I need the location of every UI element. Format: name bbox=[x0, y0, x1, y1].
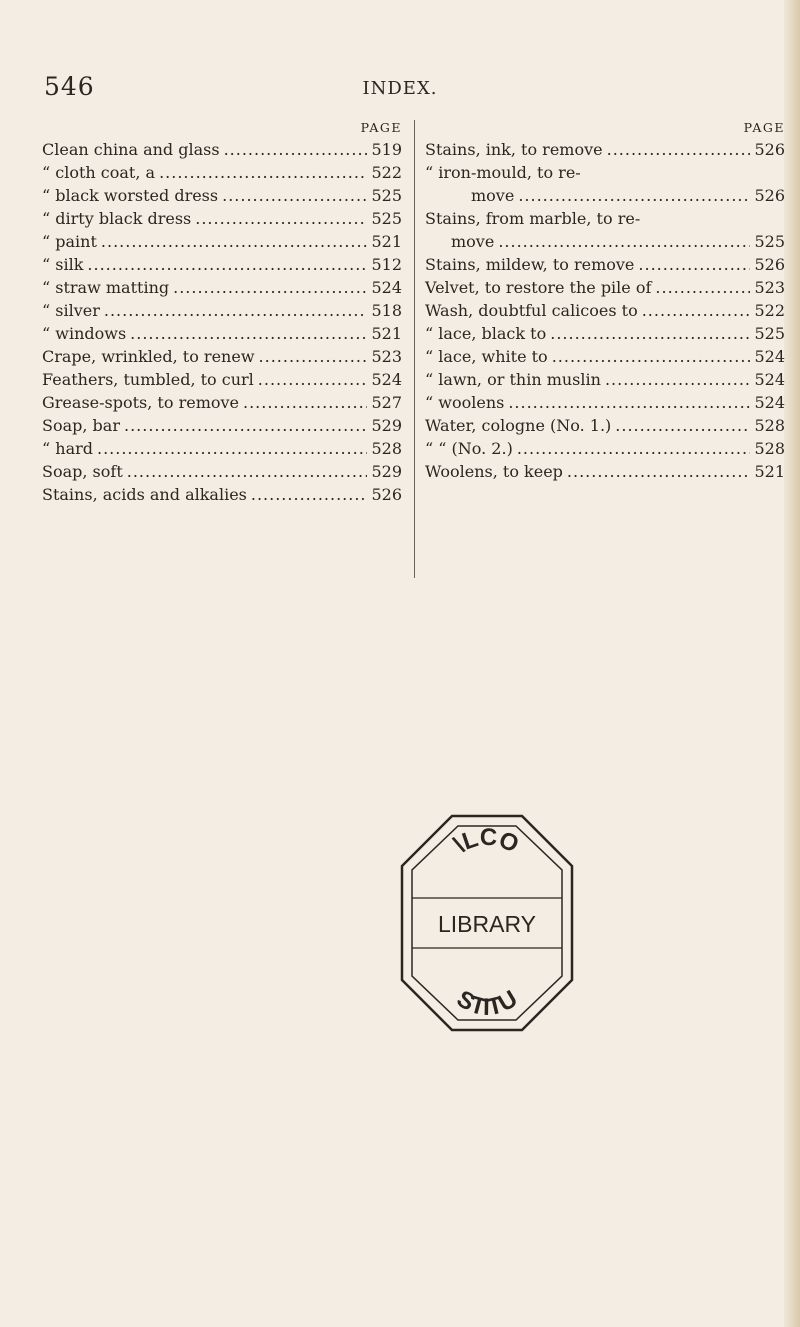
dot-leader bbox=[498, 230, 750, 253]
entry-page-number: 524 bbox=[371, 370, 402, 389]
dot-leader bbox=[638, 253, 750, 276]
entry-page-number: 519 bbox=[371, 140, 402, 159]
dot-leader bbox=[259, 345, 368, 368]
dot-leader bbox=[605, 368, 751, 391]
index-entry bbox=[425, 253, 787, 276]
column-header-page: PAGE bbox=[743, 120, 785, 135]
entry-page-number: 522 bbox=[754, 301, 785, 320]
entry-page-number: 526 bbox=[754, 140, 785, 159]
dot-leader bbox=[222, 184, 367, 207]
dot-leader bbox=[567, 460, 751, 483]
index-entry bbox=[42, 460, 404, 483]
entry-text: “ straw matting bbox=[42, 278, 170, 297]
index-entry bbox=[42, 437, 404, 460]
entry-text: “ windows bbox=[42, 324, 127, 343]
entry-text: Stains, ink, to remove bbox=[425, 140, 603, 159]
dot-leader bbox=[258, 368, 368, 391]
dot-leader bbox=[607, 138, 751, 161]
entry-page-number: 521 bbox=[754, 462, 785, 481]
dot-leader bbox=[615, 414, 750, 437]
dot-leader bbox=[159, 161, 367, 184]
entry-page-number: 528 bbox=[371, 439, 402, 458]
entry-text: “ dirty black dress bbox=[42, 209, 192, 228]
dot-leader bbox=[552, 345, 751, 368]
index-column-left bbox=[42, 118, 404, 506]
dot-leader bbox=[97, 437, 367, 460]
index-entry bbox=[425, 299, 787, 322]
index-entry bbox=[42, 207, 404, 230]
entry-text: Stains, acids and alkalies bbox=[42, 485, 247, 504]
index-entry bbox=[42, 230, 404, 253]
entry-page-number: 525 bbox=[371, 186, 402, 205]
dot-leader bbox=[642, 299, 751, 322]
entry-page-number: 525 bbox=[371, 209, 402, 228]
entry-text: “ lace, white to bbox=[425, 347, 548, 366]
index-entry bbox=[425, 414, 787, 437]
entry-page-number: 524 bbox=[371, 278, 402, 297]
entry-page-number: 525 bbox=[754, 232, 785, 251]
index-entry bbox=[42, 138, 404, 161]
entry-text: “ “ (No. 2.) bbox=[425, 439, 513, 458]
index-entry bbox=[42, 414, 404, 437]
entry-page-number: 525 bbox=[754, 324, 785, 343]
entry-page-number: 527 bbox=[371, 393, 402, 412]
dot-leader bbox=[224, 138, 368, 161]
column-header-page: PAGE bbox=[360, 120, 402, 135]
index-entry bbox=[425, 460, 787, 483]
entry-page-number: 526 bbox=[754, 255, 785, 274]
entry-text: Stains, from marble, to re- bbox=[425, 209, 641, 228]
running-head: INDEX. bbox=[362, 78, 438, 99]
entry-text: Stains, mildew, to remove bbox=[425, 255, 635, 274]
stamp-top-text: \LCO bbox=[449, 823, 523, 859]
entry-page-number: 528 bbox=[754, 416, 785, 435]
entry-page-number: 518 bbox=[371, 301, 402, 320]
index-entry bbox=[42, 483, 404, 506]
entry-text: “ lace, black to bbox=[425, 324, 547, 343]
dot-leader bbox=[243, 391, 367, 414]
entry-page-number: 524 bbox=[754, 370, 785, 389]
index-entry bbox=[425, 276, 787, 299]
index-entry bbox=[42, 161, 404, 184]
entry-text: Wash, doubtful calicoes to bbox=[425, 301, 638, 320]
entry-text: Crape, wrinkled, to renew bbox=[42, 347, 255, 366]
entry-text: “ iron-mould, to re- bbox=[425, 163, 581, 182]
index-entry bbox=[425, 230, 787, 253]
entry-text: “ cloth coat, a bbox=[42, 163, 156, 182]
entry-text: Grease-spots, to remove bbox=[42, 393, 239, 412]
index-entry bbox=[42, 253, 404, 276]
index-entry bbox=[425, 391, 787, 414]
index-entry bbox=[42, 299, 404, 322]
library-stamp bbox=[398, 808, 576, 1038]
entry-text: “ silver bbox=[42, 301, 100, 320]
entry-page-number: 522 bbox=[371, 163, 402, 182]
entry-text: Woolens, to keep bbox=[425, 462, 563, 481]
stamp-bottom-text: STITU bbox=[451, 985, 523, 1022]
dot-leader bbox=[517, 437, 751, 460]
entry-text: “ silk bbox=[42, 255, 84, 274]
entry-page-number: 523 bbox=[371, 347, 402, 366]
index-entry bbox=[425, 437, 787, 460]
entry-text: “ black worsted dress bbox=[42, 186, 219, 205]
dot-leader bbox=[508, 391, 750, 414]
entry-page-number: 524 bbox=[754, 347, 785, 366]
entry-page-number: 529 bbox=[371, 416, 402, 435]
index-entry bbox=[425, 207, 787, 230]
entry-text: “ hard bbox=[42, 439, 93, 458]
page-number: 546 bbox=[44, 72, 95, 101]
entry-page-number: 521 bbox=[371, 324, 402, 343]
index-entry bbox=[42, 276, 404, 299]
index-entry bbox=[42, 322, 404, 345]
dot-leader bbox=[251, 483, 368, 506]
entry-text: move bbox=[451, 232, 495, 251]
stamp-center-text: LIBRARY bbox=[437, 911, 537, 937]
index-entry bbox=[425, 161, 787, 184]
entry-page-number: 529 bbox=[371, 462, 402, 481]
entry-text: “ woolens bbox=[425, 393, 505, 412]
entry-text: “ lawn, or thin muslin bbox=[425, 370, 601, 389]
dot-leader bbox=[130, 322, 367, 345]
entry-page-number: 512 bbox=[371, 255, 402, 274]
entry-page-number: 528 bbox=[754, 439, 785, 458]
entry-text: Clean china and glass bbox=[42, 140, 220, 159]
index-entry bbox=[425, 345, 787, 368]
index-entry bbox=[425, 322, 787, 345]
index-entry bbox=[425, 138, 787, 161]
entry-page-number: 526 bbox=[754, 186, 785, 205]
entry-text: “ paint bbox=[42, 232, 97, 251]
dot-leader bbox=[124, 414, 367, 437]
entry-text: Soap, bar bbox=[42, 416, 120, 435]
dot-leader bbox=[104, 299, 368, 322]
index-entry bbox=[42, 345, 404, 368]
entry-text: Soap, soft bbox=[42, 462, 123, 481]
entry-text: Velvet, to restore the pile of bbox=[425, 278, 652, 297]
index-entry bbox=[42, 184, 404, 207]
dot-leader bbox=[655, 276, 750, 299]
dot-leader bbox=[127, 460, 368, 483]
index-entry bbox=[42, 368, 404, 391]
dot-leader bbox=[518, 184, 750, 207]
dot-leader bbox=[550, 322, 750, 345]
dot-leader bbox=[173, 276, 367, 299]
entry-text: Water, cologne (No. 1.) bbox=[425, 416, 612, 435]
index-entry bbox=[42, 391, 404, 414]
index-entry bbox=[425, 368, 787, 391]
entry-page-number: 521 bbox=[371, 232, 402, 251]
index-entry bbox=[425, 184, 787, 207]
column-divider bbox=[414, 120, 415, 578]
dot-leader bbox=[101, 230, 368, 253]
entry-text: Feathers, tumbled, to curl bbox=[42, 370, 254, 389]
dot-leader bbox=[87, 253, 367, 276]
dot-leader bbox=[195, 207, 367, 230]
entry-text: move bbox=[471, 186, 515, 205]
entry-page-number: 524 bbox=[754, 393, 785, 412]
index-column-right bbox=[425, 118, 787, 483]
entry-page-number: 526 bbox=[371, 485, 402, 504]
entry-page-number: 523 bbox=[754, 278, 785, 297]
